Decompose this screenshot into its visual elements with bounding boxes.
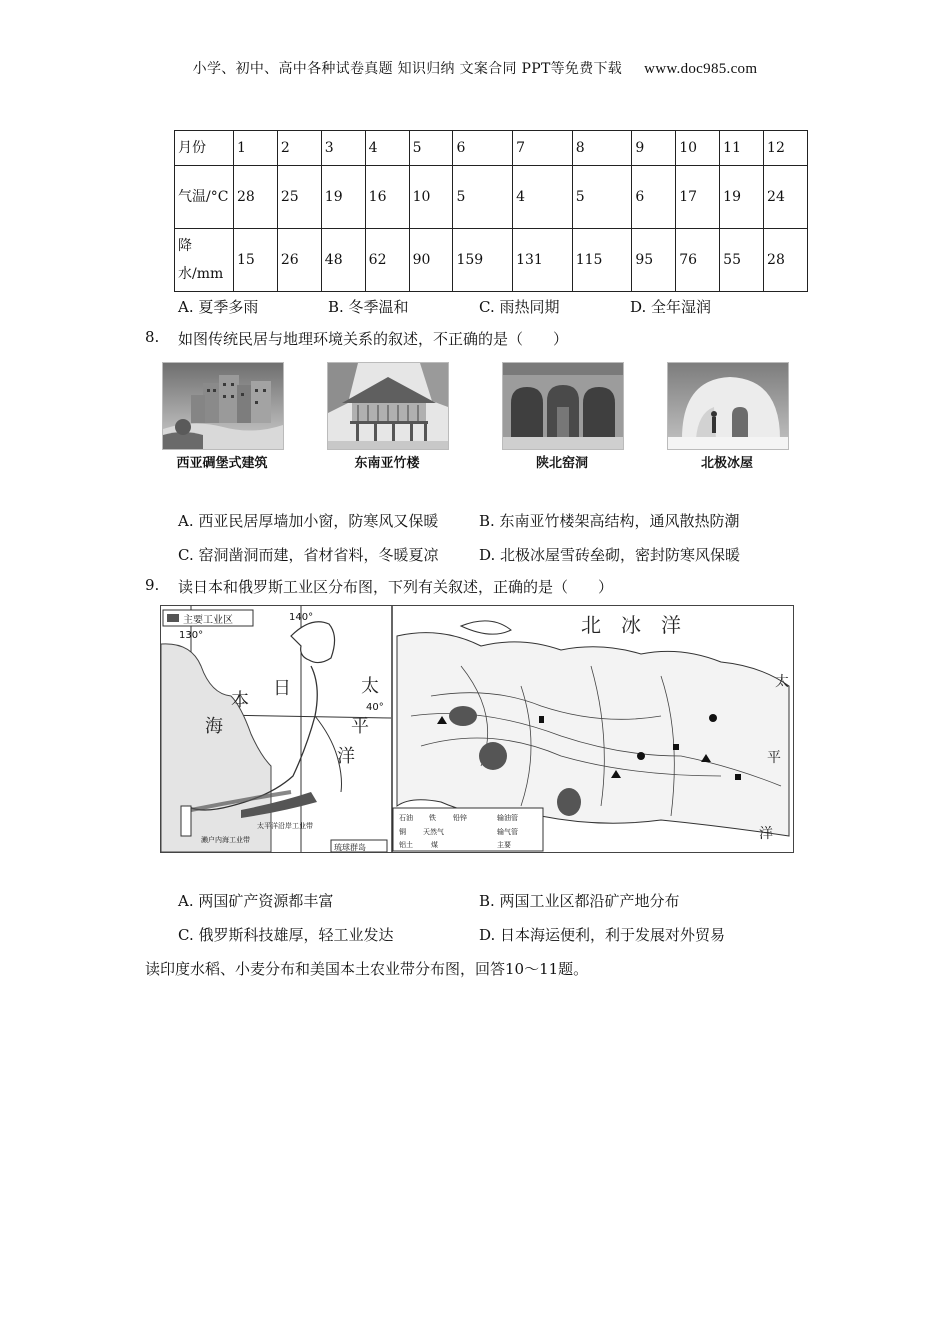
q9-option-a[interactable]: A. 两国矿产资源都丰富 [178,892,334,910]
precipitation-cell: 131 [513,229,573,292]
q9-option-b[interactable]: B. 两国工业区都沿矿产地分布 [479,892,680,910]
legend-gas: 天然气 [423,828,444,836]
sea-char-3: 海 [205,716,223,737]
precipitation-cell: 55 [720,229,764,292]
arctic-ocean-label: 北 冰 洋 [581,613,681,637]
caption-shaanbei: 陕北窑洞 [535,456,588,471]
precipitation-cell: 95 [632,229,676,292]
climate-table [174,130,808,292]
industrial-map-figure [160,605,794,853]
inland-sea-label: 濑户内海工业带 [201,836,250,844]
temperature-cell: 16 [365,166,409,229]
row-label-month: 月份 [175,131,234,166]
month-cell: 10 [676,131,720,166]
q7-option-d[interactable]: D. 全年湿润 [630,298,712,316]
caption-west-asia: 西亚碉堡式建筑 [176,456,268,471]
q9-number: 9. [145,576,160,594]
precipitation-cell: 28 [764,229,808,292]
q8-option-c[interactable]: C. 窑洞凿洞而建，省材省料，冬暖夏凉 [178,546,439,564]
russia-map-panel [392,606,793,852]
q9-option-d[interactable]: D. 日本海运便利，利于发展对外贸易 [479,926,726,944]
precipitation-cell: 76 [676,229,720,292]
month-cell: 5 [409,131,453,166]
q8-stem: 如图传统民居与地理环境关系的叙述，不正确的是（ ） [178,330,569,348]
temperature-cell: 19 [321,166,365,229]
row-label-precipitation: 降水/mm [175,229,234,292]
precipitation-row [175,229,808,292]
ocean-char-2: 平 [351,716,369,737]
q8-option-b[interactable]: B. 东南亚竹楼架高结构，通风散热防潮 [479,512,740,530]
legend-main: 主要 [497,841,511,849]
temperature-cell: 28 [234,166,278,229]
legend-bauxite: 铝土 [399,841,413,849]
month-cell: 7 [513,131,573,166]
q7-option-b[interactable]: B. 冬季温和 [328,298,409,316]
month-cell: 3 [321,131,365,166]
japan-legend-label: 主要工业区 [183,615,233,626]
russia-edge-char-2: 平 [767,750,781,766]
month-cell: 12 [764,131,808,166]
precipitation-cell: 90 [409,229,453,292]
q7-option-c[interactable]: C. 雨热同期 [479,298,560,316]
header-site: www.doc985.com [644,61,758,77]
header-text: 小学、初中、高中各种试卷真题 知识归纳 文案合同 PPT等免费下载 [192,61,623,77]
legend-coal: 煤 [431,841,438,849]
month-cell: 8 [572,131,632,166]
ryukyu-label: 琉球群岛 [334,843,366,852]
temperature-cell: 4 [513,166,573,229]
month-cell: 11 [720,131,764,166]
legend-lead-zinc: 铅锌 [453,814,467,822]
precipitation-cell: 62 [365,229,409,292]
precipitation-cell: 26 [277,229,321,292]
caption-southeast-asia: 东南亚竹楼 [354,456,420,471]
japan-map-panel [161,606,391,852]
row-label-temperature: 气温/°C [175,166,234,229]
temperature-row [175,166,808,229]
legend-gas-pipeline: 输气管 [497,828,518,836]
sea-char-1: 本 [231,690,249,711]
page-header [0,58,950,78]
precipitation-cell: 159 [453,229,513,292]
lat-40-label: 40° [366,702,384,713]
photo-west-asia-fortress [162,362,284,450]
q9-stem: 读日本和俄罗斯工业区分布图，下列有关叙述，正确的是（ ） [178,578,614,596]
legend-oil-pipeline: 输油管 [497,814,518,822]
month-cell: 9 [632,131,676,166]
temperature-cell: 25 [277,166,321,229]
q9-option-c[interactable]: C. 俄罗斯科技雄厚，轻工业发达 [178,926,394,944]
photo-southeast-asia-bamboo-house [327,362,449,450]
temperature-cell: 24 [764,166,808,229]
legend-copper: 铜 [399,828,406,836]
q7-option-a[interactable]: A. 夏季多雨 [178,298,259,316]
q8-option-a[interactable]: A. 西亚民居厚墙加小窗，防寒风又保暖 [178,512,439,530]
month-cell: 2 [277,131,321,166]
temperature-cell: 19 [720,166,764,229]
temperature-cell: 10 [409,166,453,229]
photo-shaanbei-cave-dwelling [502,362,624,450]
legend-iron: 铁 [429,814,436,822]
precipitation-cell: 15 [234,229,278,292]
russia-edge-char-3: 洋 [759,826,773,842]
ocean-char-1: 太 [361,676,379,697]
ocean-char-3: 洋 [337,746,355,767]
lon-130-label: 130° [179,630,204,641]
sea-char-2: 日 [273,678,291,699]
month-cell: 4 [365,131,409,166]
russia-edge-char-1: 太 [775,674,789,690]
temperature-cell: 17 [676,166,720,229]
temperature-cell: 5 [453,166,513,229]
month-row [175,131,808,166]
month-cell: 6 [453,131,513,166]
precipitation-cell: 115 [572,229,632,292]
lon-140-label: 140° [289,612,314,623]
temperature-cell: 6 [632,166,676,229]
photo-arctic-igloo [667,362,789,450]
caption-arctic: 北极冰屋 [700,456,753,471]
followup-instruction: 读印度水稻、小麦分布和美国本土农业带分布图，回答10～11题。 [145,960,589,978]
precipitation-cell: 48 [321,229,365,292]
temperature-cell: 5 [572,166,632,229]
q8-option-d[interactable]: D. 北极冰屋雪砖垒砌，密封防寒风保暖 [479,546,741,564]
legend-oil: 石油 [399,814,413,822]
month-cell: 1 [234,131,278,166]
pacific-belt-label: 太平洋沿岸工业带 [257,822,313,830]
q8-number: 8. [145,328,160,346]
